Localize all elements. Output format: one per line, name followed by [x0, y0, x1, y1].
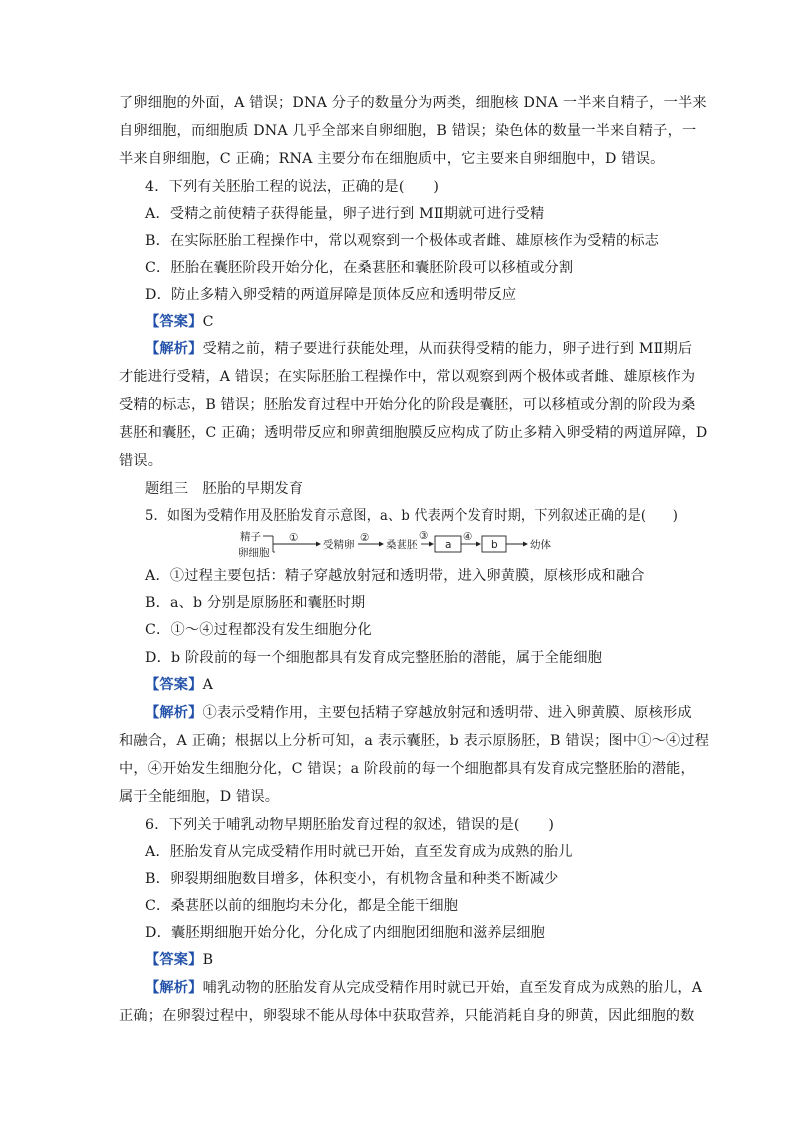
question-4-option-a: A．受精之前使精子获得能量，卵子进行到 MⅡ期就可进行受精: [145, 206, 545, 222]
answer-tag: 【答案】: [145, 952, 203, 968]
question-4-analysis-line: 受精的标志，B 错误；胚胎发育过程中开始分化的阶段是囊胚，可以移植或分割的阶段为桑: [119, 397, 696, 413]
question-4-answer: [145, 312, 214, 332]
diagram-egg-label: 卵细胞: [238, 547, 270, 559]
question-4-analysis-line: 才能进行受精，A 错误；在实际胚胎工程操作中，常以观察到两个极体或者雌、雄原核作为: [119, 369, 696, 385]
diagram-step-3: ③: [419, 530, 429, 542]
text-line: 自卵细胞，而细胞质 DNA 几乎全部来自卵细胞，B 错误；染色体的数量一半来自精子，一: [119, 123, 697, 139]
question-4-option-b: B．在实际胚胎工程操作中，常以观察到一个极体或者雌、雄原核作为受精的标志: [145, 233, 660, 249]
diagram-embryo-label: 幼体: [530, 539, 551, 551]
diagram-zygote-label: 受精卵: [323, 539, 355, 551]
question-4-option-c: C．胚胎在囊胚阶段开始分化，在桑葚胚和囊胚阶段可以移植或分割: [145, 260, 574, 276]
question-4-analysis-line: 葚胚和囊胚，C 正确；透明带反应和卵黄细胞膜反应构成了防止多精入卵受精的两道屏障，D: [119, 425, 708, 441]
question-5-analysis-line: 中，④开始发生细胞分化，C 错误；a 阶段前的每一个细胞都具有发育成完整胚胎的潜能，: [119, 761, 695, 777]
answer-value: B: [202, 952, 214, 968]
analysis-tag: 【解析】: [145, 341, 203, 357]
answer-tag: 【答案】: [145, 677, 203, 693]
text-line: 了卵细胞的外面，A 错误；DNA 分子的数量分为两类，细胞核 DNA 一半来自精子，一半来: [119, 95, 707, 111]
question-5-analysis-line: 属于全能细胞，D 错误。: [119, 789, 280, 805]
diagram-step-4: ④: [463, 531, 473, 543]
section-heading: 题组三 胚胎的早期发育: [145, 481, 304, 497]
question-6-option-c: C．桑葚胚以前的细胞均未分化，都是全能干细胞: [145, 898, 459, 914]
analysis-text: ①表示受精作用，主要包括精子穿越放射冠和透明带、进入卵黄膜、原核形成: [202, 705, 692, 721]
question-6-analysis-line: [145, 978, 703, 998]
question-6-option-d: D．囊胚期细胞开始分化，分化成了内细胞团细胞和滋养层细胞: [145, 925, 546, 941]
analysis-text: 受精之前，精子要进行获能处理，从而获得受精的能力，卵子进行到 MⅡ期后: [202, 341, 693, 357]
question-4-option-d: D．防止多精入卵受精的两道屏障是顶体反应和透明带反应: [145, 287, 517, 303]
diagram-step-1: ①: [289, 532, 299, 544]
question-4-analysis-line: 错误。: [119, 453, 163, 469]
analysis-tag: 【解析】: [145, 705, 203, 721]
question-5-analysis-line: [145, 703, 692, 723]
question-6-analysis-line: 正确；在卵裂过程中，卵裂球不能从母体中获取营养，只能消耗自身的卵黄，因此细胞的数: [119, 1008, 695, 1024]
question-4-stem: 4．下列有关胚胎工程的说法，正确的是( ): [145, 179, 440, 195]
text-line: 半来自卵细胞，C 正确；RNA 主要分布在细胞质中，它主要来自卵细胞中，D 错误。: [119, 151, 665, 167]
diagram-morula-label: 桑葚胚: [386, 539, 418, 551]
question-5-analysis-line: 和融合，A 正确；根据以上分析可知，a 表示囊胚，b 表示原肠胚，B 错误；图中①～④过程: [119, 733, 710, 749]
fertilization-diagram: [238, 529, 568, 561]
question-6-stem: 6．下列关于哺乳动物早期胚胎发育过程的叙述，错误的是( ): [145, 817, 555, 833]
analysis-text: 哺乳动物的胚胎发育从完成受精作用时就已开始，直至发育成为成熟的胎儿，A: [202, 980, 703, 996]
diagram-stage-b-label: b: [491, 539, 498, 551]
question-5-stem: 5．如图为受精作用及胚胎发育示意图，a、b 代表两个发育时期，下列叙述正确的是( ): [145, 508, 679, 524]
question-5-option-d: D．b 阶段前的每一个细胞都具有发育成完整胚胎的潜能，属于全能细胞: [145, 650, 603, 666]
answer-value: C: [202, 314, 214, 330]
question-6-answer: [145, 950, 213, 970]
question-5-answer: [145, 675, 213, 695]
analysis-tag: 【解析】: [145, 980, 203, 996]
diagram-step-2: ②: [360, 532, 370, 544]
question-5-option-a: A．①过程主要包括：精子穿越放射冠和透明带，进入卵黄膜，原核形成和融合: [145, 568, 645, 584]
answer-tag: 【答案】: [145, 314, 203, 330]
diagram-stage-a-label: a: [445, 539, 452, 551]
question-6-option-b: B．卵裂期细胞数目增多，体积变小，有机物含量和种类不断减少: [145, 871, 559, 887]
diagram-sperm-label: 精子: [240, 531, 261, 543]
answer-value: A: [202, 677, 214, 693]
question-6-option-a: A．胚胎发育从完成受精作用时就已开始，直至发育成为成熟的胎儿: [145, 844, 573, 860]
question-5-option-b: B．a、b 分别是原肠胚和囊胚时期: [145, 595, 366, 611]
question-4-analysis-line: [145, 339, 693, 359]
question-5-option-c: C．①～④过程都没有发生细胞分化: [145, 622, 372, 638]
